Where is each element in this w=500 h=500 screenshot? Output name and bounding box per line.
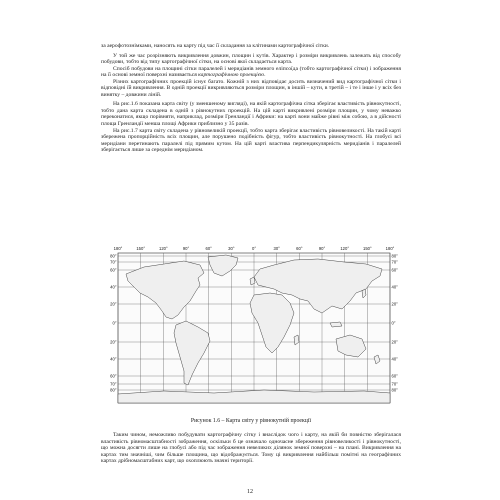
latitude-label-left: 20° <box>110 301 117 307</box>
paragraph-continued: за аерофотознімками, наносять на карту під час її складання за клітинами картографічної сітки. <box>101 43 330 49</box>
latitude-label-right: 60° <box>391 267 398 273</box>
paragraph-figure-1-6: На рис.1.6 показана карта світу (у зменшеному вигляді), на якій картографічна сітка зберігає властивість рівнокутності, тобто дана карта складена в одній з рівнокутних проекцій. На цій карті викривлені розміри площин, у чому неважко переконатися, якщо порівняти, наприклад, розміри Гренландії і Африки: на карті вони майже рівні між собою, а в дійсності площа Гренландії менша площі Африки приблизно у 35 разів. <box>101 101 401 128</box>
latitude-label-left: 0° <box>112 320 117 326</box>
latitude-label-right: 20° <box>391 301 398 307</box>
longitude-label: 120° <box>158 246 168 251</box>
latitude-label-right: 0° <box>391 320 396 326</box>
continent-antarctica <box>118 390 390 403</box>
latitude-label-left: 70° <box>110 381 117 387</box>
latitude-label-left: 80° <box>110 253 117 259</box>
longitude-label: 180° <box>385 246 395 251</box>
longitude-label: 60° <box>296 246 303 251</box>
latitude-label-right: 20° <box>391 339 398 345</box>
latitude-label-right: 60° <box>391 373 398 379</box>
bottom-text <box>101 432 401 465</box>
paragraph-conclusion: Таким чином, неможливо побудувати картографічну сітку і внаслідок чого і карту, на якій би повністю зберігалася властивість рівномасштабності зображення, оскільки б це означало одночасне збереження рівновеликості і рівнокутності, що можна досягти лише на глобусі або під час зображення невеликих ділянок земної поверхні – на плані. Викривлення на картах тим значніші, чим більше площина, що відображується. Тому ці викривлення найбільш помітні на географічних картах дрібномасштабних карт, що охоплюють значні території. <box>101 432 401 465</box>
latitude-label-left: 40° <box>110 356 117 362</box>
figure-caption: Рисунок 1.6 – Карта світу у рівнокутній проекції <box>190 418 312 424</box>
latitude-label-right: 40° <box>391 284 398 290</box>
longitude-label: 30° <box>228 246 235 251</box>
latitude-label-left: 20° <box>110 339 117 345</box>
latitude-label-left: 60° <box>110 373 117 379</box>
longitude-label: 90° <box>182 246 190 251</box>
island-indonesia <box>330 322 342 327</box>
paragraph-projections: Різних картографічних проекцій існує багато. Кожній з них відповідає досить визначений вид картографічної сітки і відповідні їй викривлення. В одній проекції викривляються розміри площин, в іншій – кути, в третій – і те і інше і у всіх без винятку – довжини ліній. <box>101 78 401 98</box>
longitude-label: 180° <box>113 246 123 251</box>
page-number: 12 <box>247 489 253 495</box>
latitude-label-right: 80° <box>391 387 398 393</box>
longitude-label: 60° <box>205 246 212 251</box>
longitude-label: 150° <box>136 246 146 251</box>
paragraph-definition: Спосіб побудови на площині сітки паралелей і меридіанів земного еліпсоїда (тобто картографічної сітки) і зображення на її основі земної поверхні називається картографічною проекцією. <box>101 65 401 79</box>
latitude-label-left: 60° <box>110 267 117 273</box>
longitude-label: 30° <box>273 246 280 251</box>
world-map-figure <box>104 243 398 413</box>
world-map-illustration <box>104 243 398 413</box>
latitude-label-left: 80° <box>110 387 117 393</box>
paragraph-figure-1-7: На рис.1.7 карта світу складена у рівновеликій проекції, тобто карта зберігає властивість рівновеликості. На такій карті збережена пропорційність всіх площин, але порушено подібність фігур, тобто властивість рівнокутності. На глобусі всі меридіани перетинають паралелі під прямим кутом. На цій карті властива перпендикулярність меридіанів і паралелей зберігається лише за середнім меридіаном. <box>101 127 401 154</box>
longitude-label: 0° <box>251 246 257 251</box>
paragraph-distortions: У той же час розрізняють викривлення довжин, площин і кутів. Характер і розміри викривлень залежать від способу побудови, тобто від типу картографічної сітки, на основі якої складається карта. <box>101 52 401 66</box>
latitude-label-right: 40° <box>391 356 398 362</box>
latitude-label-left: 40° <box>110 284 117 290</box>
latitude-label-right: 70° <box>391 381 398 387</box>
latitude-label-right: 70° <box>391 259 398 265</box>
longitude-label: 90° <box>318 246 326 251</box>
latitude-label-left: 70° <box>110 259 117 265</box>
longitude-label: 150° <box>362 246 372 251</box>
longitude-labels <box>114 246 395 251</box>
top-text <box>101 43 401 154</box>
longitude-label: 120° <box>340 246 350 251</box>
latitude-label-right: 80° <box>391 253 398 259</box>
term-cartographic-projection: картографічною проекцією <box>198 72 265 79</box>
